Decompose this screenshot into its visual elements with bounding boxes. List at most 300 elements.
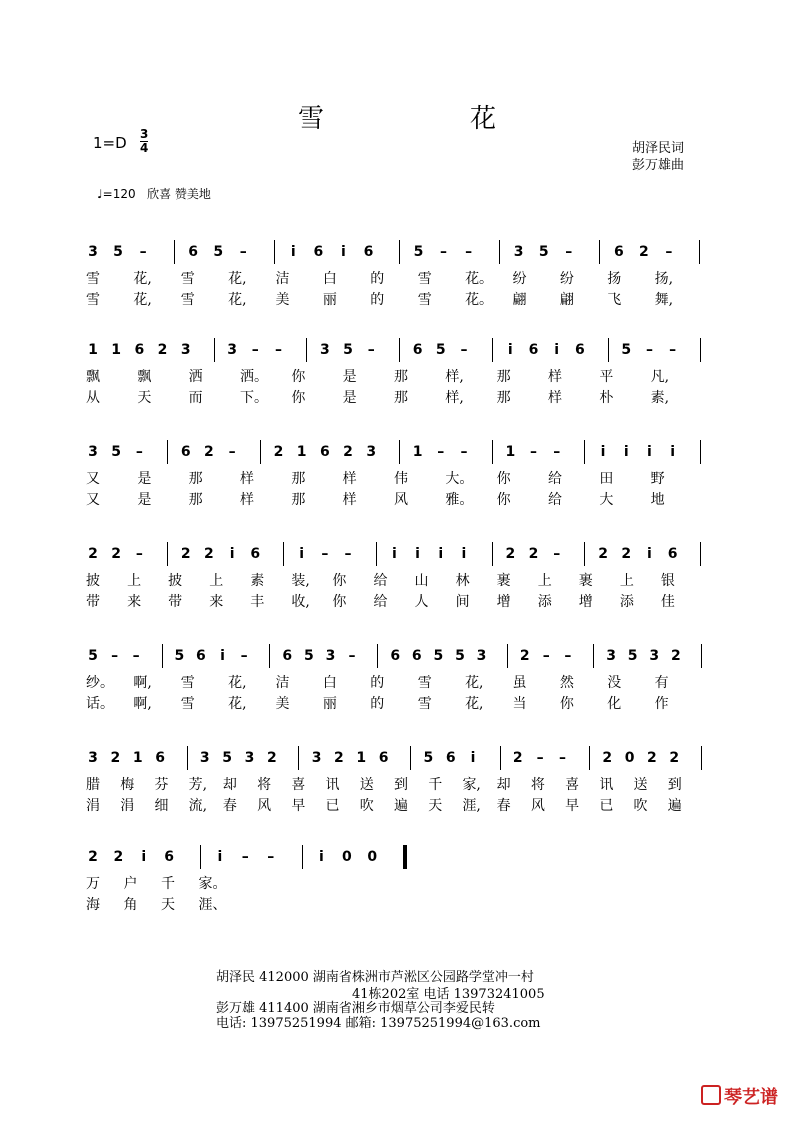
- lyric-syllable: 收,: [291, 594, 310, 610]
- lyric-syllable: 你: [496, 492, 511, 508]
- note: 6: [363, 244, 374, 260]
- note: –: [565, 244, 573, 260]
- lyric-syllable: 花,: [465, 696, 484, 712]
- lyric-syllable: 雪: [417, 292, 432, 308]
- note: 6: [180, 444, 191, 460]
- note: 1: [88, 342, 98, 358]
- lyric-syllable: 来: [127, 594, 142, 610]
- lyric-syllable: 雪: [86, 271, 100, 287]
- lyric-syllable: 飞: [607, 292, 622, 308]
- tempo-marking: ♩=120 欣喜 赞美地: [97, 187, 211, 201]
- lyric-syllable: 添: [537, 594, 552, 610]
- note: –: [669, 342, 677, 358]
- note: i: [438, 546, 444, 562]
- barline: [269, 644, 270, 668]
- lyric-syllable: 披: [168, 573, 183, 589]
- note: 6: [411, 648, 422, 664]
- end-barline: [403, 845, 407, 869]
- lyric-syllable: 的: [370, 271, 385, 287]
- note: i: [319, 849, 324, 865]
- lyric-syllable: 上: [209, 573, 224, 589]
- barline: [377, 644, 378, 668]
- note: –: [645, 342, 653, 358]
- lyric-syllable: 没: [607, 675, 622, 691]
- lyric-syllable: 人: [414, 594, 429, 610]
- lyric-syllable: 披: [86, 573, 100, 589]
- lyric-syllable: 样: [240, 492, 254, 508]
- barline: [492, 440, 493, 464]
- note: 2: [334, 750, 344, 766]
- note: 6: [319, 444, 330, 460]
- lyric-syllable: 纷: [559, 271, 574, 287]
- note: 2: [180, 546, 191, 562]
- lyric-syllable: 有: [654, 675, 669, 691]
- note: 3: [88, 444, 98, 460]
- lyric-syllable: 喜: [291, 777, 306, 793]
- lyric-syllable: 遍: [394, 798, 408, 814]
- system-6: [0, 744, 792, 772]
- barline: [399, 240, 400, 264]
- note: i: [647, 546, 652, 562]
- lyric-syllable: 讯: [599, 777, 614, 793]
- lyric-syllable: 给: [548, 492, 562, 508]
- system-7: [0, 843, 792, 871]
- lyric-syllable: 来: [209, 594, 224, 610]
- note: 6: [390, 648, 401, 664]
- note: –: [274, 342, 282, 358]
- lyric-syllable: 丰: [250, 594, 265, 610]
- lyric-syllable: 天: [137, 390, 152, 406]
- system-3: [0, 438, 792, 466]
- note: 6: [134, 342, 145, 358]
- lyric-syllable: 花,: [228, 696, 247, 712]
- note: 3: [649, 648, 660, 664]
- note: 3: [199, 750, 210, 766]
- barline: [499, 240, 500, 264]
- lyric-syllable: 万: [86, 876, 100, 892]
- note: 6: [313, 244, 324, 260]
- barline: [174, 240, 175, 264]
- lyric-syllable: 白: [322, 675, 337, 691]
- note: 5: [343, 342, 353, 358]
- barline: [410, 746, 411, 770]
- lyric-syllable: 大: [599, 492, 614, 508]
- lyric-syllable: 却: [222, 777, 237, 793]
- note: 3: [227, 342, 237, 358]
- lyric-syllable: 将: [530, 777, 545, 793]
- note: 2: [647, 750, 657, 766]
- note: 6: [155, 750, 165, 766]
- watermark-logo: 琴艺谱: [701, 1083, 778, 1109]
- barline: [492, 542, 493, 566]
- note: –: [111, 648, 119, 664]
- lyric-syllable: 扬,: [654, 271, 674, 287]
- note: 5: [621, 342, 632, 358]
- lyric-syllable: 家,: [462, 777, 481, 793]
- barline: [500, 746, 501, 770]
- lyric-syllable: 增: [496, 594, 511, 610]
- note: 6: [164, 849, 175, 865]
- lyric-syllable: 洒。: [240, 369, 268, 385]
- lyric-syllable: 美: [275, 292, 290, 308]
- note: i: [229, 546, 235, 562]
- lyric-syllable: 给: [548, 471, 562, 487]
- lyric-syllable: 将: [257, 777, 272, 793]
- barline: [167, 440, 168, 464]
- note: –: [460, 444, 468, 460]
- note: i: [461, 546, 467, 562]
- barline: [274, 240, 275, 264]
- note: 6: [667, 546, 678, 562]
- note: 5: [303, 648, 314, 664]
- note: 2: [519, 648, 530, 664]
- barline: [593, 644, 594, 668]
- footer-line-2: 41栋202室 电话 13973241005: [352, 987, 545, 1002]
- barline: [376, 542, 377, 566]
- lyric-syllable: 纷: [512, 271, 527, 287]
- lyric-syllable: 风: [530, 798, 545, 814]
- lyric-syllable: 风: [257, 798, 272, 814]
- note: 2: [88, 546, 98, 562]
- lyric-syllable: 舞,: [654, 292, 674, 308]
- lyric-syllable: 林: [455, 573, 470, 589]
- lyric-syllable: 花。: [465, 271, 494, 287]
- barline: [584, 440, 585, 464]
- key-signature: 1=D: [93, 134, 127, 152]
- lyric-syllable: 下。: [240, 390, 268, 406]
- note: –: [135, 444, 143, 460]
- note: –: [437, 444, 445, 460]
- lyric-syllable: 白: [322, 271, 337, 287]
- barline: [700, 542, 701, 566]
- note: 5: [111, 444, 122, 460]
- note: i: [507, 342, 513, 358]
- barline: [399, 338, 400, 362]
- lyric-syllable: 那: [291, 471, 306, 487]
- note: i: [141, 849, 147, 865]
- lyric-syllable: 而: [188, 390, 203, 406]
- composer: 彭万雄曲: [632, 158, 685, 173]
- note: 2: [204, 546, 214, 562]
- note: –: [440, 244, 448, 260]
- note: –: [241, 849, 249, 865]
- barline: [589, 746, 590, 770]
- lyric-syllable: 扬: [607, 271, 622, 287]
- note: 2: [505, 546, 516, 562]
- lyric-syllable: 送: [359, 777, 374, 793]
- note: –: [542, 648, 550, 664]
- lyric-syllable: 美: [275, 696, 290, 712]
- lyric-syllable: 间: [455, 594, 470, 610]
- lyric-syllable: 你: [496, 471, 511, 487]
- note: 2: [273, 444, 284, 460]
- note: 1: [412, 444, 423, 460]
- note: i: [647, 444, 652, 460]
- footer-line-1: 胡泽民 412000 湖南省株洲市芦淞区公园路学堂冲一村: [216, 970, 534, 985]
- lyric-syllable: 飘: [86, 369, 100, 385]
- lyric-syllable: 细: [154, 798, 169, 814]
- lyric-syllable: 吹: [633, 798, 648, 814]
- lyric-syllable: 到: [394, 777, 408, 793]
- lyric-syllable: 角: [123, 897, 138, 913]
- note: i: [299, 546, 305, 562]
- lyric-syllable: 花,: [133, 292, 152, 308]
- lyric-syllable: 是: [137, 471, 152, 487]
- lyric-syllable: 那: [394, 390, 408, 406]
- note: –: [367, 342, 375, 358]
- note: 5: [455, 648, 465, 664]
- note: i: [554, 342, 560, 358]
- lyric-syllable: 春: [222, 798, 237, 814]
- lyric-syllable: 雪: [417, 696, 432, 712]
- note: –: [267, 849, 275, 865]
- note: –: [530, 444, 538, 460]
- note: i: [470, 750, 476, 766]
- note: 5: [222, 750, 233, 766]
- note: –: [460, 342, 468, 358]
- lyric-syllable: 洁: [275, 271, 290, 287]
- lyric-syllable: 样: [548, 390, 562, 406]
- note: 3: [311, 750, 322, 766]
- note: 5: [627, 648, 638, 664]
- lyric-syllable: 雪: [417, 271, 432, 287]
- lyric-syllable: 那: [188, 471, 203, 487]
- title-right: 花: [470, 104, 497, 134]
- note: 6: [188, 244, 199, 260]
- note: 5: [538, 244, 549, 260]
- note: 3: [606, 648, 616, 664]
- lyric-syllable: 腊: [86, 777, 100, 793]
- lyric-syllable: 银: [660, 573, 675, 589]
- note: i: [415, 546, 420, 562]
- note: 3: [244, 750, 255, 766]
- lyric-syllable: 翩: [559, 292, 574, 308]
- lyric-syllable: 那: [496, 369, 511, 385]
- note: –: [344, 546, 352, 562]
- lyric-syllable: 家。: [198, 876, 227, 892]
- note: i: [220, 648, 225, 664]
- barline: [599, 240, 600, 264]
- lyric-syllable: 丽: [322, 696, 337, 712]
- note: 2: [266, 750, 277, 766]
- note: i: [670, 444, 676, 460]
- barline: [302, 845, 303, 869]
- note: 6: [575, 342, 585, 358]
- note: 5: [88, 648, 98, 664]
- lyric-syllable: 地: [650, 492, 665, 508]
- lyric-syllable: 啊,: [133, 696, 152, 712]
- lyric-syllable: 添: [619, 594, 634, 610]
- note: 5: [423, 750, 434, 766]
- note: i: [600, 444, 606, 460]
- note: 3: [325, 648, 336, 664]
- lyric-syllable: 是: [342, 390, 357, 406]
- note: 1: [111, 342, 122, 358]
- lyric-syllable: 梅: [120, 777, 135, 793]
- lyric-syllable: 已: [599, 798, 614, 814]
- system-4: [0, 540, 792, 568]
- lyric-syllable: 样: [342, 471, 357, 487]
- note: 1: [505, 444, 516, 460]
- lyric-syllable: 野: [650, 471, 665, 487]
- note: 5: [433, 648, 444, 664]
- note: 2: [111, 546, 122, 562]
- lyric-syllable: 天: [428, 798, 443, 814]
- lyric-syllable: 洒: [188, 369, 203, 385]
- note: –: [251, 342, 259, 358]
- lyric-syllable: 喜: [565, 777, 580, 793]
- note: 3: [476, 648, 487, 664]
- lyric-syllable: 是: [342, 369, 357, 385]
- lyric-syllable: 千: [161, 876, 175, 892]
- lyric-syllable: 雅。: [445, 492, 474, 508]
- lyric-syllable: 雪: [180, 675, 195, 691]
- note: 2: [113, 849, 124, 865]
- lyric-syllable: 作: [654, 696, 669, 712]
- lyric-syllable: 给: [373, 573, 388, 589]
- lyric-syllable: 样: [240, 471, 254, 487]
- note: i: [340, 244, 346, 260]
- note: –: [135, 546, 143, 562]
- time-signature: 3 4: [140, 127, 149, 155]
- note: 2: [639, 244, 649, 260]
- note: i: [217, 849, 223, 865]
- footer-line-4: 电话: 13975251994 邮箱: 13975251994@163.com: [216, 1016, 541, 1031]
- lyric-syllable: 飘: [137, 369, 152, 385]
- lyric-syllable: 雪: [180, 696, 195, 712]
- note: 2: [512, 750, 523, 766]
- note: 3: [319, 342, 330, 358]
- note: –: [559, 750, 566, 766]
- note: –: [553, 444, 561, 460]
- lyric-syllable: 涯、: [198, 897, 227, 913]
- barline: [608, 338, 609, 362]
- note: 6: [412, 342, 423, 358]
- lyric-syllable: 雪: [180, 292, 195, 308]
- lyric-syllable: 带: [168, 594, 183, 610]
- note: –: [240, 648, 248, 664]
- lyric-syllable: 从: [86, 390, 100, 406]
- note: 5: [435, 342, 446, 358]
- lyric-syllable: 佳: [660, 594, 675, 610]
- lyric-syllable: 装,: [291, 573, 310, 589]
- lyric-syllable: 花,: [228, 292, 247, 308]
- note: 2: [88, 849, 98, 865]
- lyric-syllable: 那: [188, 492, 203, 508]
- note: 6: [378, 750, 389, 766]
- note: –: [536, 750, 544, 766]
- note: 2: [157, 342, 168, 358]
- note: –: [239, 244, 247, 260]
- lyric-syllable: 讯: [325, 777, 340, 793]
- note: i: [290, 244, 296, 260]
- barline: [700, 440, 701, 464]
- system-5: [0, 642, 792, 670]
- lyric-syllable: 纱。: [86, 675, 114, 691]
- note: 1: [132, 750, 143, 766]
- lyric-syllable: 海: [86, 897, 100, 913]
- barline: [507, 644, 508, 668]
- barline: [200, 845, 201, 869]
- lyric-syllable: 早: [565, 798, 580, 814]
- lyric-syllable: 送: [633, 777, 648, 793]
- barline: [399, 440, 400, 464]
- system-2: [0, 336, 792, 364]
- lyric-syllable: 虽: [512, 675, 527, 691]
- note: 3: [180, 342, 191, 358]
- lyric-syllable: 早: [291, 798, 306, 814]
- lyric-syllable: 山: [414, 573, 429, 589]
- lyric-syllable: 千: [428, 777, 443, 793]
- barline: [167, 542, 168, 566]
- lyric-syllable: 裹: [578, 573, 593, 589]
- lyric-syllable: 带: [86, 594, 100, 610]
- lyric-syllable: 的: [370, 675, 385, 691]
- title-left: 雪: [298, 104, 325, 134]
- note: 3: [513, 244, 524, 260]
- lyric-syllable: 户: [123, 876, 138, 892]
- note: 3: [88, 750, 98, 766]
- lyric-syllable: 裹: [496, 573, 511, 589]
- lyric-syllable: 的: [370, 292, 385, 308]
- lyric-syllable: 给: [373, 594, 388, 610]
- lyric-syllable: 上: [619, 573, 634, 589]
- note: –: [132, 648, 140, 664]
- lyric-syllable: 那: [496, 390, 511, 406]
- lyric-syllable: 增: [578, 594, 593, 610]
- lyric-syllable: 凡,: [650, 369, 670, 385]
- lyric-syllable: 却: [496, 777, 511, 793]
- lyric-syllable: 那: [394, 369, 408, 385]
- note: –: [564, 648, 572, 664]
- note: 2: [670, 648, 681, 664]
- lyric-syllable: 你: [332, 573, 347, 589]
- lyric-syllable: 样,: [445, 390, 464, 406]
- note: 2: [602, 750, 613, 766]
- lyric-syllable: 花,: [133, 271, 152, 287]
- lyric-syllable: 洁: [275, 675, 290, 691]
- lyric-syllable: 又: [86, 492, 100, 508]
- barline: [187, 746, 188, 770]
- note: 0: [341, 849, 352, 865]
- note: –: [465, 244, 473, 260]
- note: –: [228, 444, 236, 460]
- note: 2: [621, 546, 632, 562]
- lyric-syllable: 春: [496, 798, 511, 814]
- lyric-syllable: 花,: [228, 675, 247, 691]
- note: –: [139, 244, 147, 260]
- lyric-syllable: 样: [342, 492, 357, 508]
- system-1: [0, 238, 792, 266]
- footer-line-3: 彭万雄 411400 湖南省湘乡市烟草公司李爱民转: [216, 1001, 495, 1016]
- barline: [214, 338, 215, 362]
- barline: [492, 338, 493, 362]
- note: 3: [88, 244, 98, 260]
- barline: [306, 338, 307, 362]
- lyric-syllable: 风: [394, 492, 408, 508]
- lyric-syllable: 样,: [445, 369, 464, 385]
- lyric-syllable: 当: [512, 696, 527, 712]
- lyric-syllable: 的: [370, 696, 385, 712]
- lyric-syllable: 雪: [86, 292, 100, 308]
- lyric-syllable: 又: [86, 471, 100, 487]
- lyric-syllable: 化: [607, 696, 622, 712]
- lyric-syllable: 样: [548, 369, 562, 385]
- note: 2: [528, 546, 539, 562]
- lyric-syllable: 流,: [188, 798, 208, 814]
- barline: [701, 746, 702, 770]
- lyric-syllable: 天: [161, 897, 175, 913]
